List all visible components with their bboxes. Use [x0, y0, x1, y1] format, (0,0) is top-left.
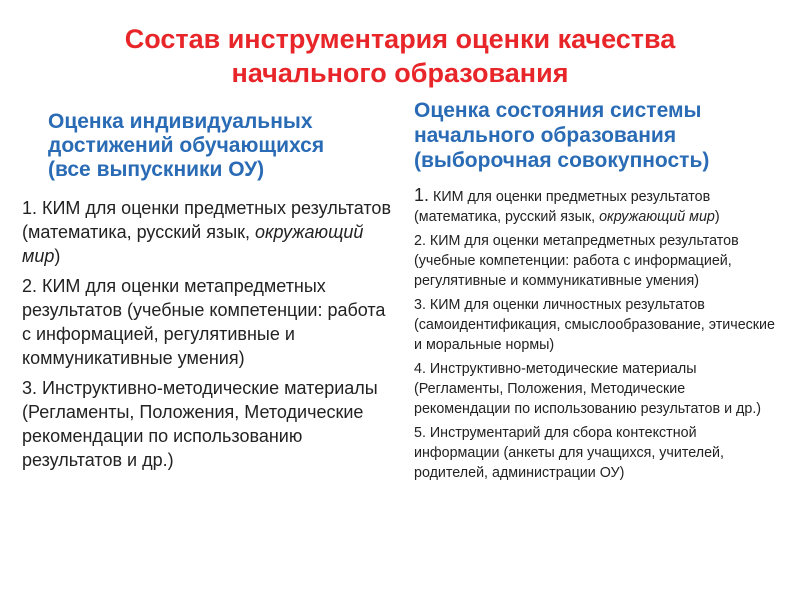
- left-heading-line-2: достижений обучающихся: [48, 134, 325, 157]
- left-item-2: 2. КИМ для оценки метапредметных результатов (учебные компетенции: работа с информацией, регулятивные и коммуникативные умения): [22, 276, 386, 368]
- slide-title-line-1: Состав инструментария оценки качества: [124, 24, 676, 54]
- left-item-3: 3. Инструктивно-методические материалы (Регламенты, Положения, Методические рекомендации по использованию результатов и др.): [22, 378, 378, 470]
- left-item-list: [22, 196, 394, 472]
- right-item-1: [414, 185, 782, 227]
- left-heading-line-1: Оценка индивидуальных: [48, 110, 313, 133]
- left-item-1: [22, 196, 394, 268]
- left-item-1-text: 1. КИМ для оценки предметных результатов (математика, русский язык,: [22, 198, 391, 242]
- right-column: [414, 98, 782, 487]
- right-heading-line-2: начального образования: [414, 124, 677, 147]
- right-item-1-italic: окружающий мир: [599, 209, 715, 225]
- right-heading-line-1: Оценка состояния системы: [414, 99, 702, 122]
- right-item-4: 4. Инструктивно-методические материалы (Регламенты, Положения, Методические рекомендации по использованию результатов и др.): [414, 361, 762, 417]
- slide-title: [0, 22, 800, 90]
- right-item-3: 3. КИМ для оценки личностных результатов (самоидентификация, смыслообразование, этические и моральные нормы): [414, 297, 775, 353]
- right-item-2: 2. КИМ для оценки метапредметных результатов (учебные компетенции: работа с информацией, регулятивные и коммуникативные умения): [414, 233, 739, 289]
- right-item-1-number: 1.: [414, 185, 430, 205]
- right-item-1-after: ): [714, 209, 720, 225]
- left-item-1-after: ): [54, 246, 61, 266]
- right-item-1-text: КИМ для оценки предметных результатов (математика, русский язык,: [414, 189, 711, 225]
- right-column-heading: [414, 98, 782, 173]
- left-column: [22, 110, 394, 478]
- slide-title-line-2: начального образования: [231, 58, 569, 88]
- right-item-list: [414, 185, 782, 483]
- left-heading-line-3: (все выпускники ОУ): [48, 158, 265, 181]
- left-column-heading: [22, 110, 394, 182]
- left-item-1-italic: окружающий мир: [22, 222, 364, 266]
- right-item-5: 5. Инструментарий для сбора контекстной информации (анкеты для учащихся, учителей, родителей, администрации ОУ): [414, 425, 724, 481]
- right-heading-line-3: (выборочная совокупность): [414, 149, 710, 172]
